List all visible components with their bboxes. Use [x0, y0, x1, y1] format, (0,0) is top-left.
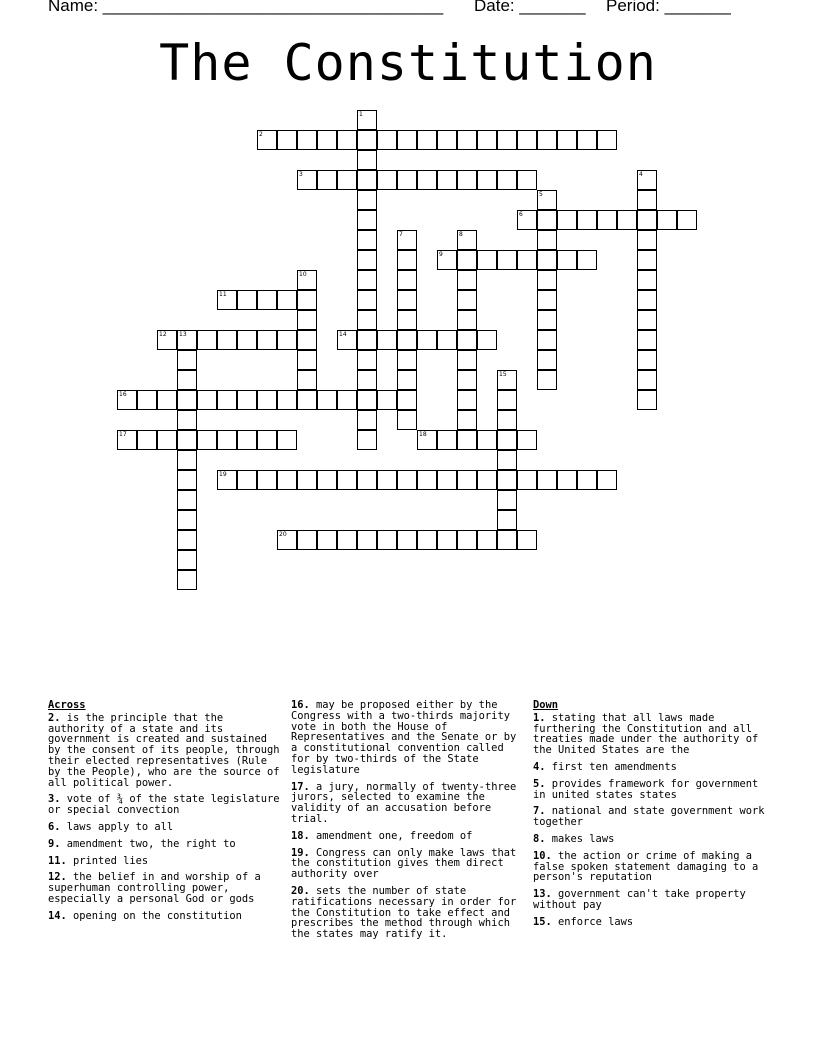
crossword-cell[interactable] [177, 570, 197, 590]
crossword-cell[interactable] [437, 250, 457, 270]
crossword-cell[interactable] [397, 290, 417, 310]
crossword-cell[interactable] [217, 330, 237, 350]
crossword-cell[interactable] [297, 530, 317, 550]
crossword-cell[interactable] [197, 330, 217, 350]
page-title: The Constitution [159, 34, 657, 92]
across-clue [291, 886, 525, 940]
crossword-cell[interactable] [357, 130, 377, 150]
crossword-cell[interactable] [577, 470, 597, 490]
crossword-cell[interactable] [357, 330, 377, 350]
cell-number: 2 [259, 131, 263, 138]
crossword-cell[interactable] [517, 210, 537, 230]
crossword-cell[interactable] [537, 310, 557, 330]
across-clue [48, 794, 280, 816]
crossword-cell[interactable] [437, 530, 457, 550]
crossword-cell[interactable] [557, 250, 577, 270]
crossword-cell[interactable] [597, 470, 617, 490]
crossword-cell[interactable] [317, 170, 337, 190]
crossword-cell[interactable] [237, 430, 257, 450]
crossword-cell[interactable] [637, 370, 657, 390]
crossword-cell[interactable] [377, 530, 397, 550]
crossword-cell[interactable] [157, 430, 177, 450]
crossword-cell[interactable] [457, 530, 477, 550]
crossword-cell[interactable] [397, 370, 417, 390]
crossword-cell[interactable] [277, 330, 297, 350]
clue-text: stating that all laws made furthering the Constitution and all treaties made under the authority of the United States are the [533, 711, 759, 757]
crossword-cell[interactable] [637, 190, 657, 210]
crossword-cell[interactable] [117, 430, 137, 450]
clue-number: 20. [291, 884, 310, 897]
crossword-cell[interactable] [357, 470, 377, 490]
cell-number: 11 [219, 291, 227, 298]
cell-number: 16 [119, 391, 127, 398]
clue-text: Congress can only make laws that the constitution gives them direct authority over [291, 846, 517, 881]
crossword-cell[interactable] [277, 530, 297, 550]
crossword-cell[interactable] [557, 470, 577, 490]
crossword-cell[interactable] [157, 390, 177, 410]
crossword-cell[interactable] [397, 470, 417, 490]
crossword-cell[interactable] [637, 290, 657, 310]
clue-text: provides framework for government in united states states [533, 777, 759, 801]
crossword-cell[interactable] [357, 230, 377, 250]
crossword-cell[interactable] [357, 270, 377, 290]
crossword-cell[interactable] [177, 390, 197, 410]
crossword-cell[interactable] [297, 170, 317, 190]
clue-text: first ten amendments [545, 760, 677, 773]
across-clues-column-2 [291, 700, 525, 946]
crossword-cell[interactable] [177, 510, 197, 530]
crossword-cell[interactable] [497, 390, 517, 410]
crossword-cell[interactable] [417, 430, 437, 450]
across-clue [48, 839, 280, 850]
crossword-cell[interactable] [337, 130, 357, 150]
crossword-cell[interactable] [397, 230, 417, 250]
crossword-cell[interactable] [397, 310, 417, 330]
crossword-cell[interactable] [477, 330, 497, 350]
down-clue [533, 834, 769, 845]
down-clue [533, 917, 769, 928]
crossword-cell[interactable] [397, 170, 417, 190]
crossword-cell[interactable] [637, 270, 657, 290]
crossword-cell[interactable] [357, 150, 377, 170]
crossword-cell[interactable] [357, 190, 377, 210]
crossword-cell[interactable] [357, 290, 377, 310]
crossword-cell[interactable] [177, 530, 197, 550]
clue-number: 2. [48, 711, 61, 724]
clue-number: 12. [48, 871, 67, 884]
crossword-cell[interactable] [537, 250, 557, 270]
down-clue [533, 851, 769, 883]
cell-number: 15 [499, 371, 507, 378]
crossword-cell[interactable] [537, 130, 557, 150]
clue-text: the belief in and worship of a superhuman controlling power, especially a personal God or gods [48, 871, 261, 905]
clue-text: is the principle that the authority of a state and its government is created and sustained by the consent of its people, through their elected representatives (Rule by the People), who are the source of all political power. [48, 711, 280, 789]
crossword-cell[interactable] [217, 470, 237, 490]
crossword-cell[interactable] [157, 330, 177, 350]
crossword-cell[interactable] [397, 350, 417, 370]
crossword-cell[interactable] [437, 470, 457, 490]
clue-number: 19. [291, 846, 310, 859]
clue-number: 1. [533, 711, 546, 724]
crossword-cell[interactable] [337, 470, 357, 490]
crossword-cell[interactable] [317, 470, 337, 490]
clue-number: 5. [533, 777, 546, 790]
crossword-cell[interactable] [497, 450, 517, 470]
clue-text: may be proposed either by the Congress with a two-thirds majority vote in both the House of Representatives and the Senate or by a constitutional convention called for by two-thirds of the State legislature [291, 699, 517, 776]
crossword-cell[interactable] [637, 350, 657, 370]
crossword-cell[interactable] [417, 170, 437, 190]
crossword-cell[interactable] [297, 310, 317, 330]
crossword-cell[interactable] [297, 350, 317, 370]
crossword-cell[interactable] [497, 250, 517, 270]
crossword-cell[interactable] [417, 470, 437, 490]
cell-number: 19 [219, 471, 227, 478]
cell-number: 10 [299, 271, 307, 278]
across-clue [48, 856, 280, 867]
crossword-cell[interactable] [237, 330, 257, 350]
crossword-cell[interactable] [277, 390, 297, 410]
crossword-cell[interactable] [537, 330, 557, 350]
crossword-cell[interactable] [577, 250, 597, 270]
down-clue [533, 762, 769, 773]
crossword-cell[interactable] [357, 410, 377, 430]
crossword-cell[interactable] [457, 270, 477, 290]
period-field[interactable]: Period: _______ [606, 0, 731, 15]
crossword-cell[interactable] [297, 330, 317, 350]
cell-number: 17 [119, 431, 127, 438]
clue-text: vote of ¾ of the state legislature or special convection [48, 793, 280, 817]
cell-number: 12 [159, 331, 167, 338]
crossword-cell[interactable] [537, 470, 557, 490]
cell-number: 13 [179, 331, 187, 338]
crossword-cell[interactable] [497, 170, 517, 190]
crossword-cell[interactable] [197, 390, 217, 410]
clue-text: makes laws [545, 832, 615, 845]
crossword-cell[interactable] [237, 290, 257, 310]
crossword-cell[interactable] [137, 430, 157, 450]
clue-text: enforce laws [551, 915, 634, 928]
clue-text: amendment two, the right to [60, 837, 236, 850]
crossword-cell[interactable] [177, 350, 197, 370]
crossword-cell[interactable] [417, 330, 437, 350]
crossword-cell[interactable] [517, 130, 537, 150]
across-clue [291, 831, 525, 842]
crossword-cell[interactable] [637, 210, 657, 230]
down-clue [533, 713, 769, 756]
crossword-cell[interactable] [297, 390, 317, 410]
clue-text: national and state government work together [533, 805, 765, 829]
crossword-cell[interactable] [457, 410, 477, 430]
crossword-cell[interactable] [337, 390, 357, 410]
crossword-cell[interactable] [257, 130, 277, 150]
crossword-cell[interactable] [457, 250, 477, 270]
crossword-cell[interactable] [357, 430, 377, 450]
crossword-cell[interactable] [357, 110, 377, 130]
across-clue-list [291, 700, 525, 940]
crossword-cell[interactable] [217, 430, 237, 450]
crossword-cell[interactable] [457, 470, 477, 490]
cell-number: 6 [519, 211, 523, 218]
crossword-cell[interactable] [437, 130, 457, 150]
clue-text: laws apply to all [60, 820, 174, 833]
crossword-cell[interactable] [357, 370, 377, 390]
crossword-cell[interactable] [477, 170, 497, 190]
across-clue [48, 713, 280, 789]
crossword-cell[interactable] [177, 470, 197, 490]
crossword-cell[interactable] [217, 390, 237, 410]
clue-number: 13. [533, 888, 552, 901]
crossword-cell[interactable] [637, 170, 657, 190]
crossword-cell[interactable] [217, 290, 237, 310]
crossword-cell[interactable] [377, 170, 397, 190]
crossword-cell[interactable] [657, 210, 677, 230]
crossword-cell[interactable] [497, 470, 517, 490]
crossword-cell[interactable] [457, 390, 477, 410]
crossword-cell[interactable] [137, 390, 157, 410]
cell-number: 9 [439, 251, 443, 258]
clue-number: 18. [291, 829, 310, 842]
cell-number: 20 [279, 531, 287, 538]
crossword-cell[interactable] [277, 470, 297, 490]
crossword-cell[interactable] [377, 130, 397, 150]
crossword-cell[interactable] [677, 210, 697, 230]
clue-number: 8. [533, 832, 546, 845]
cell-number: 7 [399, 231, 403, 238]
crossword-cell[interactable] [397, 530, 417, 550]
across-clue [48, 872, 280, 904]
crossword-cell[interactable] [277, 430, 297, 450]
down-heading: Down [533, 699, 559, 711]
cell-number: 3 [299, 171, 303, 178]
clue-number: 17. [291, 780, 310, 793]
crossword-cell[interactable] [437, 430, 457, 450]
across-clue [48, 911, 280, 922]
crossword-cell[interactable] [297, 130, 317, 150]
crossword-cell[interactable] [237, 470, 257, 490]
crossword-cell[interactable] [257, 330, 277, 350]
crossword-cell[interactable] [617, 210, 637, 230]
crossword-cell[interactable] [517, 430, 537, 450]
clue-number: 9. [48, 837, 61, 850]
crossword-cell[interactable] [457, 310, 477, 330]
crossword-cell[interactable] [297, 270, 317, 290]
across-clue-list [48, 713, 280, 922]
crossword-cell[interactable] [437, 330, 457, 350]
crossword-cell[interactable] [357, 390, 377, 410]
crossword-cell[interactable] [397, 270, 417, 290]
crossword-cell[interactable] [257, 390, 277, 410]
crossword-cell[interactable] [637, 310, 657, 330]
crossword-cell[interactable] [357, 310, 377, 330]
across-clue [48, 822, 280, 833]
crossword-cell[interactable] [577, 210, 597, 230]
crossword-cell[interactable] [397, 330, 417, 350]
crossword-cell[interactable] [497, 370, 517, 390]
crossword-cell[interactable] [257, 430, 277, 450]
crossword-cell[interactable] [377, 390, 397, 410]
clue-number: 15. [533, 915, 552, 928]
down-clue [533, 806, 769, 828]
down-clue [533, 889, 769, 911]
crossword-cell[interactable] [457, 290, 477, 310]
crossword-cell[interactable] [357, 210, 377, 230]
crossword-cell[interactable] [517, 470, 537, 490]
crossword-cell[interactable] [597, 210, 617, 230]
crossword-cell[interactable] [477, 470, 497, 490]
across-clue [291, 782, 525, 825]
crossword-cell[interactable] [457, 430, 477, 450]
crossword-cell[interactable] [457, 370, 477, 390]
crossword-cell[interactable] [377, 330, 397, 350]
clue-number: 3. [48, 793, 61, 806]
crossword-cell[interactable] [237, 390, 257, 410]
across-clue [291, 848, 525, 880]
clue-number: 4. [533, 760, 546, 773]
crossword-cell[interactable] [637, 390, 657, 410]
crossword-cell[interactable] [537, 230, 557, 250]
across-clues-column [48, 700, 280, 928]
clue-number: 6. [48, 820, 61, 833]
crossword-cell[interactable] [497, 510, 517, 530]
crossword-cell[interactable] [457, 130, 477, 150]
crossword-cell[interactable] [177, 550, 197, 570]
crossword-cell[interactable] [497, 130, 517, 150]
date-field[interactable]: Date: _______ [474, 0, 586, 15]
crossword-cell[interactable] [497, 410, 517, 430]
crossword-cell[interactable] [417, 130, 437, 150]
crossword-cell[interactable] [517, 530, 537, 550]
crossword-cell[interactable] [637, 250, 657, 270]
crossword-cell[interactable] [537, 290, 557, 310]
crossword-cell[interactable] [117, 390, 137, 410]
clue-number: 14. [48, 909, 67, 922]
crossword-cell[interactable] [177, 490, 197, 510]
crossword-cell[interactable] [297, 470, 317, 490]
cell-number: 8 [459, 231, 463, 238]
crossword-cell[interactable] [317, 130, 337, 150]
crossword-cell[interactable] [437, 170, 457, 190]
crossword-cell[interactable] [197, 430, 217, 450]
crossword-cell[interactable] [397, 250, 417, 270]
crossword-cell[interactable] [257, 470, 277, 490]
crossword-cell[interactable] [477, 250, 497, 270]
crossword-cell[interactable] [277, 130, 297, 150]
crossword-cell[interactable] [517, 250, 537, 270]
clue-text: the action or crime of making a false spoken statement damaging to a person's reputation [533, 849, 759, 884]
crossword-cell[interactable] [357, 250, 377, 270]
crossword-cell[interactable] [297, 370, 317, 390]
crossword-cell[interactable] [497, 490, 517, 510]
down-clue-list [533, 713, 769, 928]
down-clues-column [533, 700, 769, 934]
down-clue [533, 779, 769, 801]
crossword-cell[interactable] [637, 230, 657, 250]
clue-text: amendment one, freedom of [309, 829, 473, 842]
across-clue [291, 700, 525, 776]
clue-text: printed lies [66, 854, 149, 867]
clue-number: 7. [533, 805, 546, 818]
name-field[interactable]: Name: ____________________________________ [48, 0, 444, 15]
crossword-cell[interactable] [597, 130, 617, 150]
crossword-cell[interactable] [497, 530, 517, 550]
crossword-cell[interactable] [557, 130, 577, 150]
clue-text: government can't take property without pay [533, 888, 746, 911]
cell-number: 4 [639, 171, 643, 178]
cell-number: 1 [359, 111, 363, 118]
crossword-cell[interactable] [397, 410, 417, 430]
across-heading: Across [48, 699, 86, 711]
crossword-cell[interactable] [537, 350, 557, 370]
crossword-cell[interactable] [537, 370, 557, 390]
crossword-cell[interactable] [457, 330, 477, 350]
crossword-cell[interactable] [457, 350, 477, 370]
crossword-cell[interactable] [337, 530, 357, 550]
clue-text: a jury, normally of twenty-three jurors, selected to examine the validity of an accusation before trial. [291, 780, 517, 825]
crossword-cell[interactable] [397, 390, 417, 410]
crossword-cell[interactable] [177, 330, 197, 350]
crossword-cell[interactable] [537, 210, 557, 230]
cell-number: 18 [419, 431, 427, 438]
cell-number: 5 [539, 191, 543, 198]
crossword-cell[interactable] [277, 290, 297, 310]
crossword-cell[interactable] [357, 530, 377, 550]
crossword-cell[interactable] [557, 210, 577, 230]
crossword-cell[interactable] [357, 350, 377, 370]
crossword-cell[interactable] [477, 130, 497, 150]
crossword-cell[interactable] [417, 530, 437, 550]
crossword-cell[interactable] [637, 330, 657, 350]
crossword-cell[interactable] [397, 130, 417, 150]
crossword-cell[interactable] [177, 430, 197, 450]
crossword-cell[interactable] [177, 410, 197, 430]
crossword-cell[interactable] [177, 450, 197, 470]
clue-text: opening on the constitution [66, 909, 242, 922]
crossword-cell[interactable] [537, 190, 557, 210]
crossword-cell[interactable] [297, 290, 317, 310]
crossword-cell[interactable] [457, 230, 477, 250]
crossword-cell[interactable] [497, 430, 517, 450]
crossword-cell[interactable] [317, 390, 337, 410]
crossword-cell[interactable] [357, 170, 377, 190]
crossword-cell[interactable] [477, 530, 497, 550]
crossword-cell[interactable] [577, 130, 597, 150]
clue-number: 16. [291, 699, 310, 711]
crossword-cell[interactable] [317, 530, 337, 550]
crossword-cell[interactable] [377, 470, 397, 490]
crossword-cell[interactable] [337, 330, 357, 350]
crossword-cell[interactable] [177, 370, 197, 390]
clue-number: 10. [533, 849, 552, 862]
crossword-cell[interactable] [477, 430, 497, 450]
crossword-cell[interactable] [257, 290, 277, 310]
crossword-cell[interactable] [537, 270, 557, 290]
crossword-cell[interactable] [337, 170, 357, 190]
clue-number: 11. [48, 854, 67, 867]
cell-number: 14 [339, 331, 347, 338]
clue-text: sets the number of state ratifications necessary in order for the Constitution to take effect and prescribes the method through which the states may ratify it. [291, 884, 517, 941]
crossword-cell[interactable] [457, 170, 477, 190]
crossword-cell[interactable] [517, 170, 537, 190]
